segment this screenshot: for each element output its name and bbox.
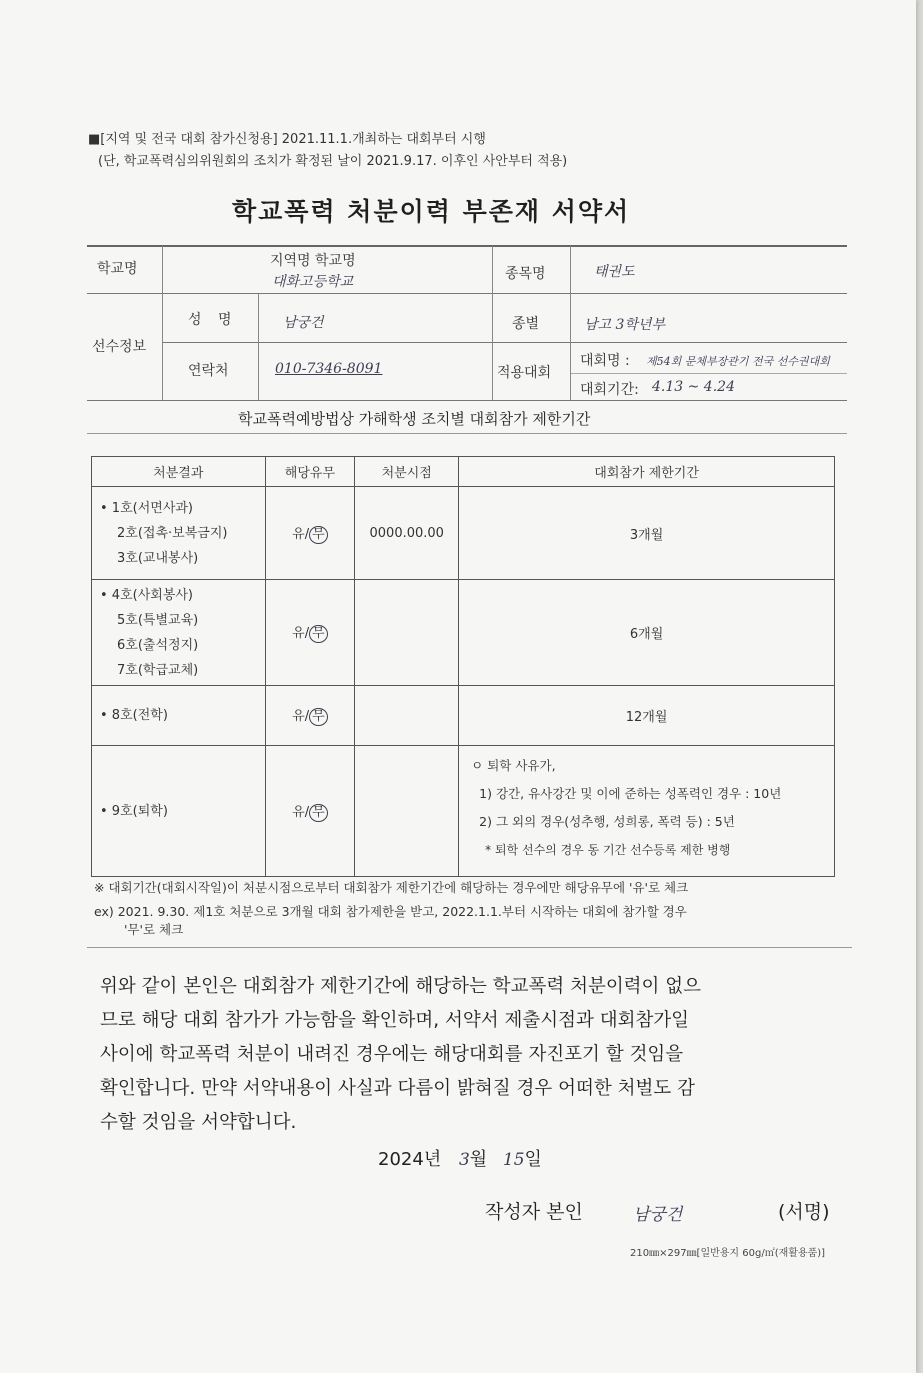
option-yes: 유	[292, 804, 305, 820]
pledge-paragraph	[100, 970, 835, 1140]
page-title: 학교폭력 처분이력 부존재 서약서	[232, 197, 631, 226]
restriction-subtitle: 학교폭력예방법상 가해학생 조치별 대회참가 제한기간	[238, 410, 591, 428]
disposition-list	[92, 580, 266, 686]
author-label: 작성자 본인	[485, 1201, 583, 1223]
signature-mark: (서명)	[778, 1201, 830, 1223]
option-no-circled: 무	[309, 708, 328, 726]
pledge-line: 사이에 학교폭력 처분이 내려진 경우에는 해당대회를 자진포기 할 것임을	[100, 1044, 684, 1065]
footnote-divider	[87, 947, 852, 948]
notice-line-1: ■[지역 및 전국 대회 참가신청용] 2021.11.1.개최하는 대회부터 시행	[88, 132, 486, 147]
date-month-unit: 월	[469, 1149, 488, 1170]
school-value: 대화고등학교	[272, 274, 354, 290]
expulsion-reasons	[459, 746, 835, 877]
disposition-item: 3호(교내봉사)	[117, 550, 199, 566]
meet-name-value: 제54회 문체부장관기 전국 선수권대회	[646, 355, 830, 368]
pledge-line: 확인합니다. 만약 서약내용이 사실과 다름이 밝혀질 경우 어떠한 처벌도 감	[100, 1078, 695, 1099]
info-bottom-border	[87, 400, 847, 401]
restriction-table	[91, 456, 835, 877]
table-row	[92, 746, 835, 877]
pledge-line: 므로 해당 대회 참가가 가능함을 확인하며, 서약서 제출시점과 대회참가일	[100, 1010, 690, 1031]
option-yes: 유	[292, 526, 305, 542]
reason-item: 1) 강간, 유사강간 및 이에 준하는 성폭력인 경우 : 10년	[479, 786, 782, 801]
info-col-divider	[570, 246, 571, 400]
applicable-cell	[265, 686, 355, 746]
subtitle-divider	[87, 433, 847, 434]
info-col-divider	[492, 246, 493, 400]
event-value: 태권도	[594, 264, 635, 280]
disposition-item: 2호(접촉·보복금지)	[117, 525, 228, 541]
table-row	[92, 580, 835, 686]
paper-spec: 210㎜×297㎜[일반용지 60g/㎡(재활용품)]	[630, 1248, 826, 1259]
footnote-1: ※ 대회기간(대회시작일)이 처분시점으로부터 대회참가 제한기간에 해당하는 경우에만 해당유무에 '유'로 체크	[94, 880, 689, 895]
pledge-line: 수할 것임을 서약합니다.	[100, 1112, 297, 1133]
option-separator: /	[304, 526, 310, 542]
option-separator: /	[304, 626, 310, 641]
reason-note: * 퇴학 선수의 경우 동 기간 선수등록 제한 병행	[485, 843, 731, 857]
disposition-list	[92, 487, 266, 580]
info-row-divider	[162, 342, 492, 343]
date-year: 2024	[378, 1149, 424, 1170]
name-label: 성 명	[188, 312, 238, 328]
option-separator: /	[304, 709, 310, 724]
header-result: 처분결과	[92, 457, 266, 487]
meet-period-label: 대회기간:	[580, 382, 639, 398]
pledge-line: 위와 같이 본인은 대회참가 제한기간에 해당하는 학교폭력 처분이력이 없으	[100, 976, 702, 997]
header-date: 처분시점	[355, 457, 459, 487]
disposition-date	[355, 686, 459, 746]
event-label: 종목명	[505, 266, 546, 282]
applicable-cell	[265, 746, 355, 877]
disposition-item: 6호(출석정지)	[117, 637, 199, 653]
category-value: 남고 3학년부	[584, 317, 665, 333]
reason-item: 2) 그 외의 경우(성추행, 성희롱, 폭력 등) : 5년	[479, 814, 735, 829]
disposition-list	[92, 746, 266, 877]
meet-period-value: 4.13 ~ 4.24	[652, 379, 735, 395]
info-row-divider	[87, 293, 847, 294]
option-no-circled: 무	[309, 804, 328, 822]
header-applicable: 해당유무	[265, 457, 355, 487]
date-month: 3	[458, 1150, 470, 1170]
info-col-divider	[258, 294, 259, 400]
disposition-date	[355, 580, 459, 686]
applicable-cell	[265, 580, 355, 686]
footnote-3: '무'로 체크	[124, 922, 184, 937]
option-no-circled: 무	[309, 526, 328, 544]
contact-value: 010-7346-8091	[275, 361, 383, 377]
date-year-unit: 년	[423, 1149, 442, 1170]
option-yes: 유	[292, 626, 305, 641]
player-info-label: 선수정보	[92, 339, 147, 355]
school-label: 학교명	[97, 261, 138, 277]
author-name: 남궁건	[633, 1205, 683, 1225]
applicable-cell	[265, 487, 355, 580]
reason-heading: ㅇ 퇴학 사유가,	[471, 758, 556, 773]
disposition-list	[92, 686, 266, 746]
disposition-item: • 9호(퇴학)	[100, 803, 168, 819]
table-row	[92, 487, 835, 580]
disposition-date: 0000.00.00	[355, 487, 459, 580]
footnote-2: ex) 2021. 9.30. 제1호 처분으로 3개월 대회 참가제한을 받고, 2022.1.1.부터 시작하는 대회에 참가할 경우	[94, 904, 687, 919]
info-col-divider	[162, 246, 163, 400]
option-no-circled: 무	[309, 625, 328, 643]
school-hint: 지역명 학교명	[270, 253, 356, 269]
limit-period: 12개월	[459, 686, 835, 746]
info-row-divider	[570, 373, 847, 374]
disposition-item: • 8호(전학)	[100, 708, 168, 723]
disposition-date	[355, 746, 459, 877]
notice-line-2: (단, 학교폭력심의위원회의 조치가 확정된 날이 2021.9.17. 이후인 사안부터 적용)	[98, 154, 568, 169]
info-top-border	[87, 245, 847, 247]
disposition-item: • 4호(사회봉사)	[100, 587, 194, 603]
option-separator: /	[304, 804, 310, 820]
meet-name-label: 대회명 :	[580, 353, 630, 369]
limit-period: 6개월	[459, 580, 835, 686]
sign-date	[378, 1145, 542, 1171]
disposition-item: • 1호(서면사과)	[100, 500, 194, 516]
date-day-unit: 일	[524, 1149, 542, 1170]
table-header-row	[92, 457, 835, 487]
table-row	[92, 686, 835, 746]
date-day: 15	[502, 1150, 525, 1170]
option-yes: 유	[292, 709, 305, 724]
name-value: 남궁건	[283, 315, 324, 331]
limit-period: 3개월	[459, 487, 835, 580]
disposition-item: 7호(학급교체)	[117, 662, 199, 678]
header-limit: 대회참가 제한기간	[459, 457, 835, 487]
contact-label: 연락처	[188, 363, 229, 379]
disposition-item: 5호(특별교육)	[117, 612, 199, 628]
apply-meet-label: 적용대회	[497, 365, 552, 381]
info-row-divider	[492, 342, 847, 343]
category-label: 종별	[512, 316, 540, 332]
